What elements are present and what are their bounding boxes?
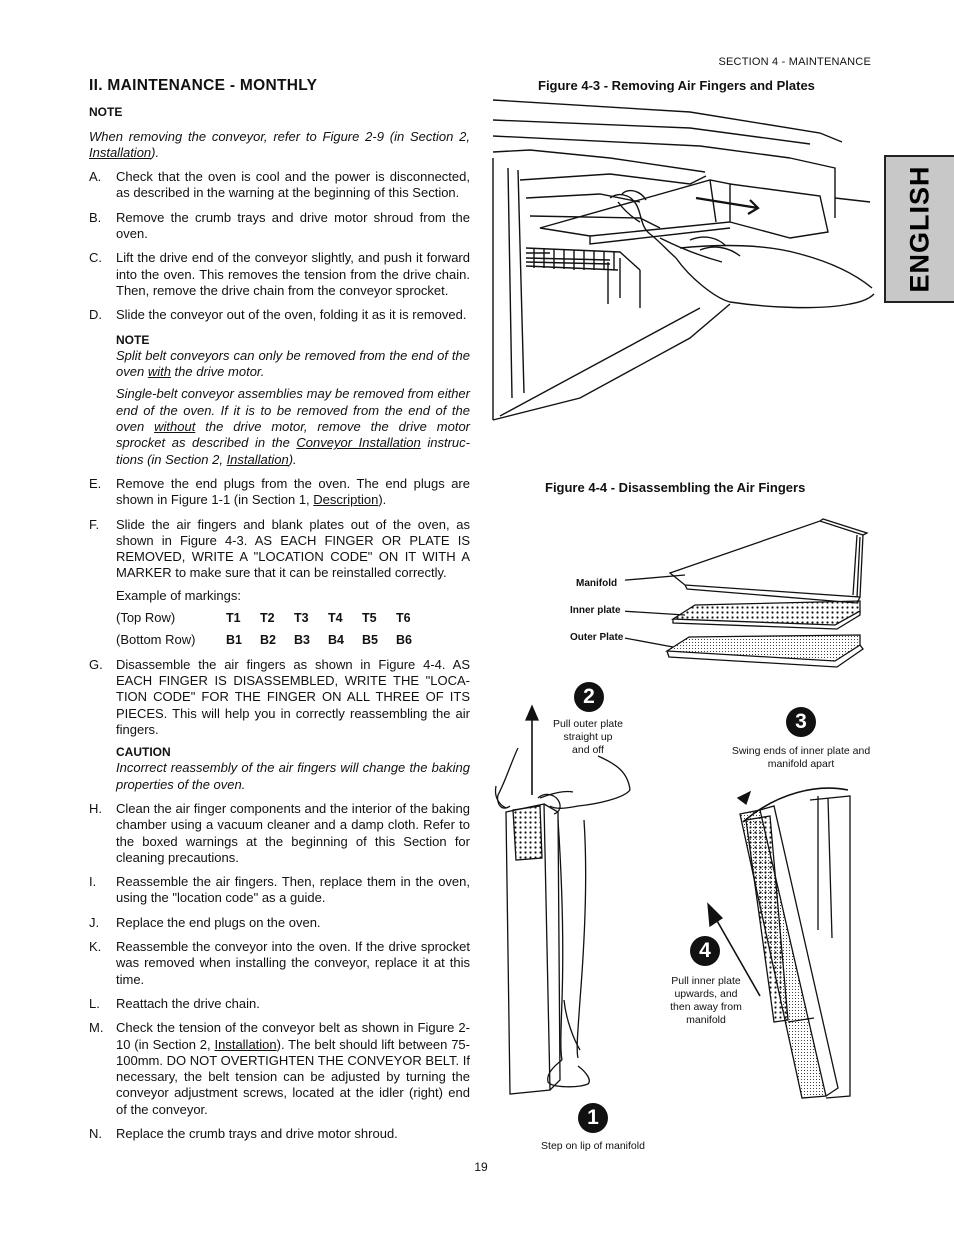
text-part: ). The belt should lift between 75-100mm. DO NOT OVERTIGHTEN THE CONVEYOR BELT. If necessary, the belt tension can be adjusted by turning the conveyor adjustment screws, located at the idler (right) end of the conveyor.	[116, 1036, 470, 1117]
figure-4-3-illustration	[490, 98, 875, 423]
marking-code: B3	[294, 633, 310, 648]
step-letter: J.	[89, 914, 100, 930]
label-outer-plate: Outer Plate	[570, 632, 624, 643]
text-underline: Description	[313, 492, 379, 508]
step-body	[116, 517, 470, 649]
step-text: Slide the air fingers and blank plates out of the oven, as shown in Figure 4-3. AS EACH FINGER OR PLATE IS REMOVED, WRITE A "LOCATION CODE" ON IT WITH A MARKER to make sure that it can be reinstalled correctly.	[116, 516, 470, 581]
step-text: Check that the oven is cool and the power is disconnected, as described in the warning at the beginning of this Section.	[116, 169, 470, 201]
step-body	[116, 657, 470, 793]
marking-code: B6	[396, 633, 412, 648]
marking-code: T1	[226, 611, 241, 626]
text-underline: Installation	[214, 1036, 277, 1052]
step-text: Reassemble the air fingers. Then, replace them in the oven, using the "location code" as a guide.	[116, 874, 470, 906]
callout-line: and off	[572, 744, 604, 756]
label-manifold: Manifold	[576, 578, 618, 589]
page-number: 19	[474, 1160, 488, 1174]
step-letter: F.	[89, 516, 100, 532]
text-part: instruc-tions (in Section 2,	[116, 435, 470, 467]
step-letter: K.	[89, 939, 102, 955]
row-label: (Bottom Row)	[116, 632, 196, 648]
step-f	[89, 517, 470, 649]
callout-line: manifold apart	[767, 758, 835, 770]
text-underline: Conveyor Installation	[296, 435, 421, 451]
example-label: Example of markings:	[116, 587, 241, 603]
step-text: Clean the air finger components and the interior of the baking chamber using a vacuum cleaner and a damp cloth. Refer to the boxed warnings at the beginning of this Section for cleaning precautions.	[116, 800, 470, 865]
person-and-parts	[495, 706, 850, 1098]
step-2-badge: 2	[574, 682, 604, 712]
markings-bottom-row	[116, 632, 470, 648]
language-tab-label: ENGLISH	[904, 165, 935, 293]
callout-line: upwards, and	[674, 988, 738, 1000]
step-letter: B.	[89, 209, 102, 225]
step-j	[89, 915, 470, 931]
marking-code: T3	[294, 611, 309, 626]
step-text: Reattach the drive chain.	[116, 995, 260, 1011]
callout-line: straight up	[563, 731, 613, 743]
step-text: Remove the crumb trays and drive motor shroud from the oven.	[116, 209, 470, 242]
step-text: Replace the end plugs on the oven.	[116, 914, 321, 930]
step-text: Reassemble the conveyor into the oven. If the drive sprocket was removed when installing the conveyor, replace it at this time.	[116, 939, 470, 987]
step-letter: I.	[89, 874, 97, 890]
text-part: ).	[378, 492, 387, 508]
step-g	[89, 657, 470, 793]
marking-code: T4	[328, 611, 343, 626]
step-text: Disassemble the air fingers as shown in Figure 4-4. AS EACH FINGER IS DISASSEMBLED, WRITE THE "LOCA-TION CODE" FOR THE FINGER ON ALL THREE OF ITS PIECES. This will help you in correctly reassembling the air fingers.	[116, 656, 470, 737]
step-text	[116, 1020, 470, 1118]
step-d	[89, 307, 470, 468]
note-label: NOTE	[89, 105, 123, 120]
caution-text: Incorrect reassembly of the air fingers will change the baking properties of the oven.	[116, 760, 470, 792]
exploded-parts	[625, 519, 867, 667]
label-inner-plate: Inner plate	[570, 605, 621, 616]
language-tab	[884, 155, 954, 303]
step-letter: L.	[89, 995, 100, 1011]
marking-code: B4	[328, 633, 344, 648]
text-part: ).	[288, 451, 297, 467]
step-text	[116, 476, 470, 509]
step-a	[89, 169, 470, 202]
text-underline: Installation	[226, 451, 289, 467]
callout-line: manifold	[686, 1014, 726, 1026]
marking-code: T5	[362, 611, 377, 626]
step-letter: N.	[89, 1126, 102, 1142]
disassembly-illustration	[488, 700, 868, 1105]
note-label: NOTE	[116, 332, 150, 347]
text-part: Check the tension of the conveyor belt as shown in Figure 2-10 (in Section 2,	[116, 1020, 470, 1052]
callout-line: Pull outer plate	[552, 718, 624, 730]
step-letter: G.	[89, 656, 103, 672]
step-letter: E.	[89, 475, 102, 491]
row-label: (Top Row)	[116, 610, 176, 626]
text-part: the drive motor, remove the drive motor sprocket as described in the	[116, 419, 470, 451]
step-i	[89, 874, 470, 907]
note-text-single-belt	[116, 386, 470, 467]
step-letter: C.	[89, 250, 102, 266]
step-text: Replace the crumb trays and drive motor shroud.	[116, 1126, 398, 1142]
section-heading: II. MAINTENANCE - MONTHLY	[89, 77, 318, 94]
step-4-badge: 4	[690, 936, 720, 966]
text-part: the drive motor.	[170, 364, 265, 380]
oven-interior-drawing	[493, 100, 874, 420]
marking-code: B2	[260, 633, 276, 648]
step-l	[89, 996, 470, 1012]
marking-code: T6	[396, 611, 411, 626]
note-text	[89, 129, 470, 162]
step-c	[89, 250, 470, 299]
step-1-badge: 1	[578, 1103, 608, 1133]
step-n	[89, 1126, 470, 1142]
step-k	[89, 939, 470, 988]
step-letter: D.	[89, 307, 102, 323]
step-e	[89, 476, 470, 509]
figure-4-3-title: Figure 4-3 - Removing Air Fingers and Plates	[538, 78, 815, 93]
text-part: Remove the end plugs from the oven. The end plugs are shown in Figure 1-1 (in Section 1,	[116, 475, 470, 508]
step-letter: M.	[89, 1020, 104, 1036]
text-part: Split belt conveyors can only be removed from the end of the oven	[116, 347, 470, 380]
step-letter: H.	[89, 800, 102, 816]
step-text: Lift the drive end of the conveyor slightly, and push it forward into the oven. This removes the tension from the drive chain. Then, remove the drive chain from the conveyor sprocket.	[116, 250, 470, 298]
text-underline: with	[147, 364, 171, 380]
callout-line: Pull inner plate	[671, 975, 741, 987]
figure-4-4-title: Figure 4-4 - Disassembling the Air Fingers	[545, 480, 806, 495]
caution-label: CAUTION	[116, 745, 171, 760]
step-3-badge: 3	[786, 707, 816, 737]
maintenance-text-column	[89, 78, 470, 1150]
step-m	[89, 1020, 470, 1118]
step-h	[89, 801, 470, 866]
air-finger-exploded-view	[625, 515, 870, 675]
callout-line: then away from	[670, 1001, 742, 1013]
step-b	[89, 210, 470, 243]
note-text-part: When removing the conveyor, refer to Figure 2-9 (in Section 2,	[89, 128, 470, 144]
step-body	[116, 307, 470, 468]
section-header: SECTION 4 - MAINTENANCE	[718, 56, 871, 68]
callout-line: Swing ends of inner plate and	[731, 745, 871, 757]
marking-code: B5	[362, 633, 378, 648]
step-letter: A.	[89, 169, 102, 185]
step-1-callout: Step on lip of manifold	[541, 1140, 645, 1152]
note-text-split-belt	[116, 348, 470, 381]
markings-top-row	[116, 610, 470, 626]
text-underline: without	[154, 419, 196, 435]
note-text-link: Installation	[89, 144, 152, 160]
text-part: Single-belt conveyor assemblies may be removed from either end of the oven. If it is to be removed from the end of the oven	[116, 386, 470, 435]
marking-code: B1	[226, 633, 242, 648]
marking-code: T2	[260, 611, 275, 626]
note-text-end: ).	[151, 144, 160, 160]
step-text: Slide the conveyor out of the oven, folding it as it is removed.	[116, 307, 467, 323]
